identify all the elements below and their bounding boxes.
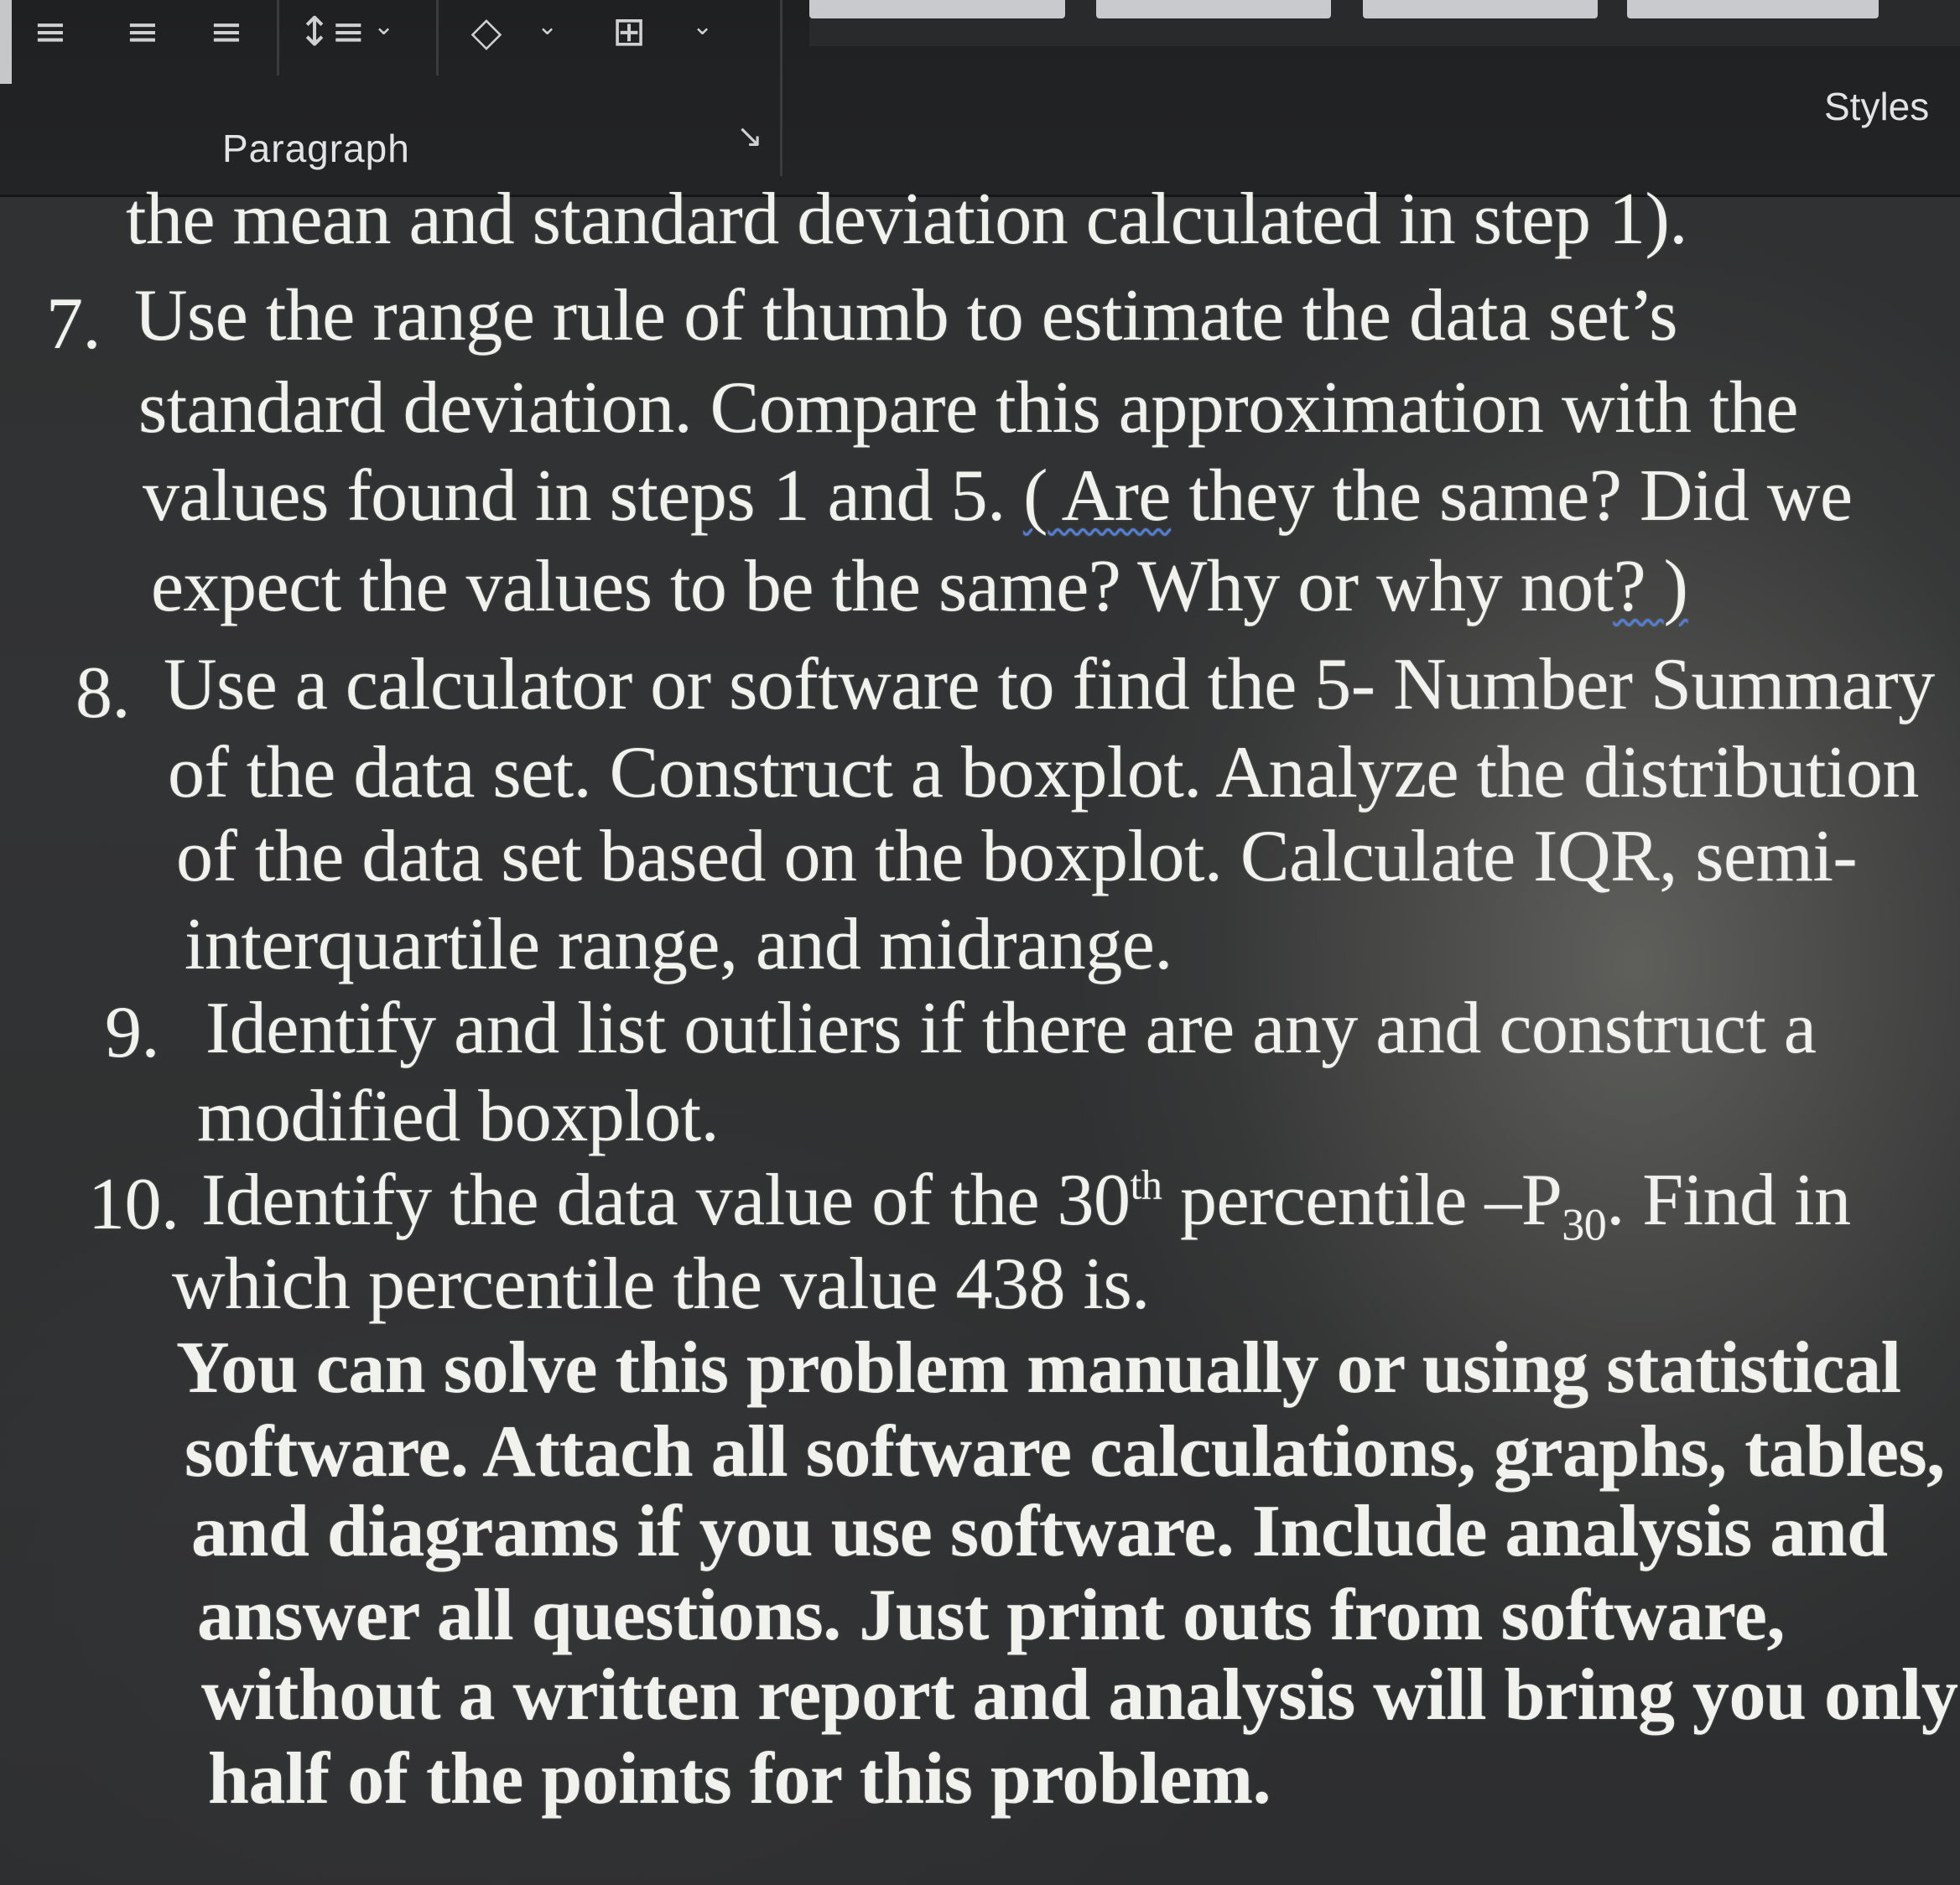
align-center-icon[interactable]: ≡ [125,8,160,55]
text-span: . Find in [1606,1160,1851,1241]
ribbon-separator [436,0,439,75]
style-tile[interactable] [809,0,1065,18]
ribbon-separator [277,0,279,75]
text-line: of the data set based on the boxplot. Calculate IQR, semi- [176,816,1858,897]
text-line: of the data set. Construct a boxplot. Analyze the distribution [168,732,1919,813]
style-tile[interactable] [1363,0,1598,18]
text-line: modified boxplot. [197,1076,720,1157]
text-span: values found in steps 1 and 5. [143,455,1024,537]
paragraph-group-label: Paragraph [222,127,410,170]
text-line: Use a calculator or software to find the 5- Number Summary [164,644,1935,725]
text-line: Identify and list outliers if there are any and construct a [205,988,1817,1069]
bold-note-line: half of the points for this problem. [208,1738,1271,1820]
shading-icon[interactable]: ◇ [471,8,502,55]
text-span: they the same? Did we [1171,455,1853,537]
text-span: Identify the data value of the 30 [201,1160,1131,1241]
list-number: 8. [75,652,130,734]
text-line: which percentile the value 438 is. [172,1244,1150,1325]
text-span: percentile –P [1162,1160,1562,1241]
align-right-icon[interactable]: ≡ [209,8,244,55]
ribbon-separator [780,0,782,176]
dialog-launcher-icon[interactable]: ↘ [736,117,763,154]
grammar-flag[interactable]: ? ) [1613,546,1688,627]
ribbon [0,0,1960,197]
grammar-flag[interactable]: ( Are [1023,455,1171,537]
text-line [143,454,1853,538]
borders-caret-icon[interactable]: ⌄ [692,12,714,41]
bold-note-line: You can solve this problem manually or using statistical [176,1327,1901,1409]
shading-caret-icon[interactable]: ⌄ [537,12,559,41]
subscript: 30 [1562,1199,1607,1250]
style-tile[interactable] [1627,0,1879,18]
align-left-icon[interactable]: ≡ [33,8,68,55]
bold-note-line: software. Attach all software calculations, graphs, tables, [185,1411,1945,1493]
style-tile[interactable] [1096,0,1331,18]
bold-note-line: without a written report and analysis will bring you only [201,1654,1958,1736]
text-line [151,545,1687,629]
list-number: 9. [105,992,159,1073]
list-number: 10. [88,1164,179,1245]
text-line: standard deviation. Compare this approximation with the [138,367,1798,449]
styles-gallery[interactable] [809,0,1960,46]
text-line: Use the range rule of thumb to estimate the data set’s [134,275,1677,356]
line-spacing-icon[interactable]: ↕≡ [298,8,366,55]
superscript: th [1130,1161,1162,1208]
list-number: 7. [46,283,101,365]
text-line: the mean and standard deviation calculated in step 1). [126,179,1687,260]
paragraph-group [0,0,780,195]
borders-icon[interactable]: ⊞ [611,8,647,55]
bold-note-line: answer all questions. Just print outs from software, [197,1575,1785,1656]
document-body[interactable] [0,179,1960,1885]
text-span: expect the values to be the same? Why or why not [151,546,1614,627]
text-line [201,1159,1851,1250]
bold-note-line: and diagrams if you use software. Include analysis and [191,1491,1888,1572]
text-line: interquartile range, and midrange. [185,904,1172,985]
styles-group-label: Styles [1824,85,1930,128]
line-spacing-caret-icon[interactable]: ⌄ [373,12,395,41]
